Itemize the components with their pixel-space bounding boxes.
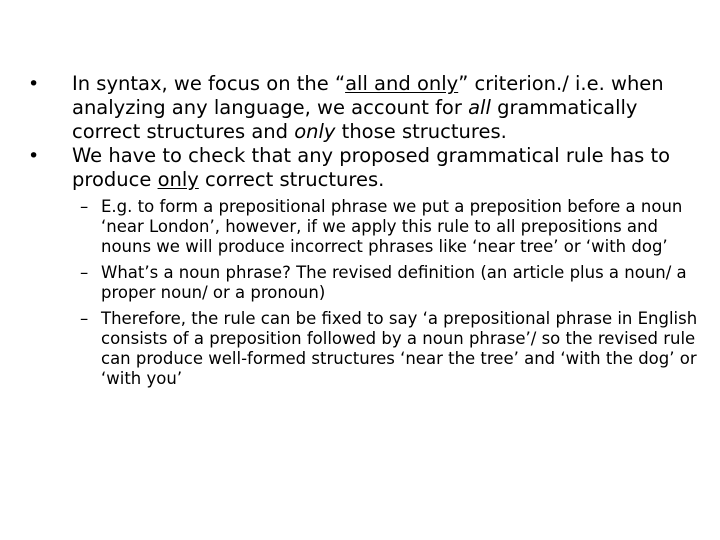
sub-bullet-item-noun-phrase [80, 263, 701, 303]
text-run: those structures. [335, 120, 507, 143]
underlined-word: only [157, 168, 199, 191]
text-run: correct structures. [198, 168, 385, 191]
sub-bullet-marker: – [80, 263, 89, 282]
text-run: grammatically correct structures and [72, 96, 638, 143]
sub-bullet-item-example [80, 197, 701, 257]
sub-bullet-text: Therefore, the rule can be fixed to say ‘a prepositional phrase in English consists of a preposition followed by a noun phrase’/ so the revised rule can produce well-formed structures ‘near the tree’ and ‘with the dog’ or ‘with you’ [101, 309, 698, 388]
sub-bullet-text: E.g. to form a prepositional phrase we put a preposition before a noun ‘near London’, however, if we apply this rule to all prepositions and nouns we will produce incorrect phrases like ‘near tree’ or ‘with dog’ [101, 197, 683, 256]
bullet-item-check-rule [28, 144, 700, 389]
underlined-phrase: all and only [345, 72, 459, 95]
text-run: In syntax, we focus on the “ [72, 72, 346, 95]
bullet-marker: • [28, 73, 40, 95]
text-run: We have to check that any proposed grammatical rule has to produce [72, 144, 671, 191]
sub-bullet-text: What’s a noun phrase? The revised definition (an article plus a noun/ a proper noun/ or a pronoun) [101, 263, 687, 302]
bullet-list [28, 72, 700, 395]
sub-bullet-marker: – [80, 197, 89, 216]
bullet-marker: • [28, 145, 40, 167]
bullet-item-all-and-only [28, 72, 700, 144]
italic-word: only [294, 120, 336, 143]
sub-bullet-marker: – [80, 309, 89, 328]
italic-word: all [468, 96, 491, 119]
text-run: ” criterion./ i.e. when analyzing any language, we account for [72, 72, 664, 119]
sub-bullet-list [80, 197, 700, 389]
sub-bullet-item-revised-rule [80, 309, 701, 389]
